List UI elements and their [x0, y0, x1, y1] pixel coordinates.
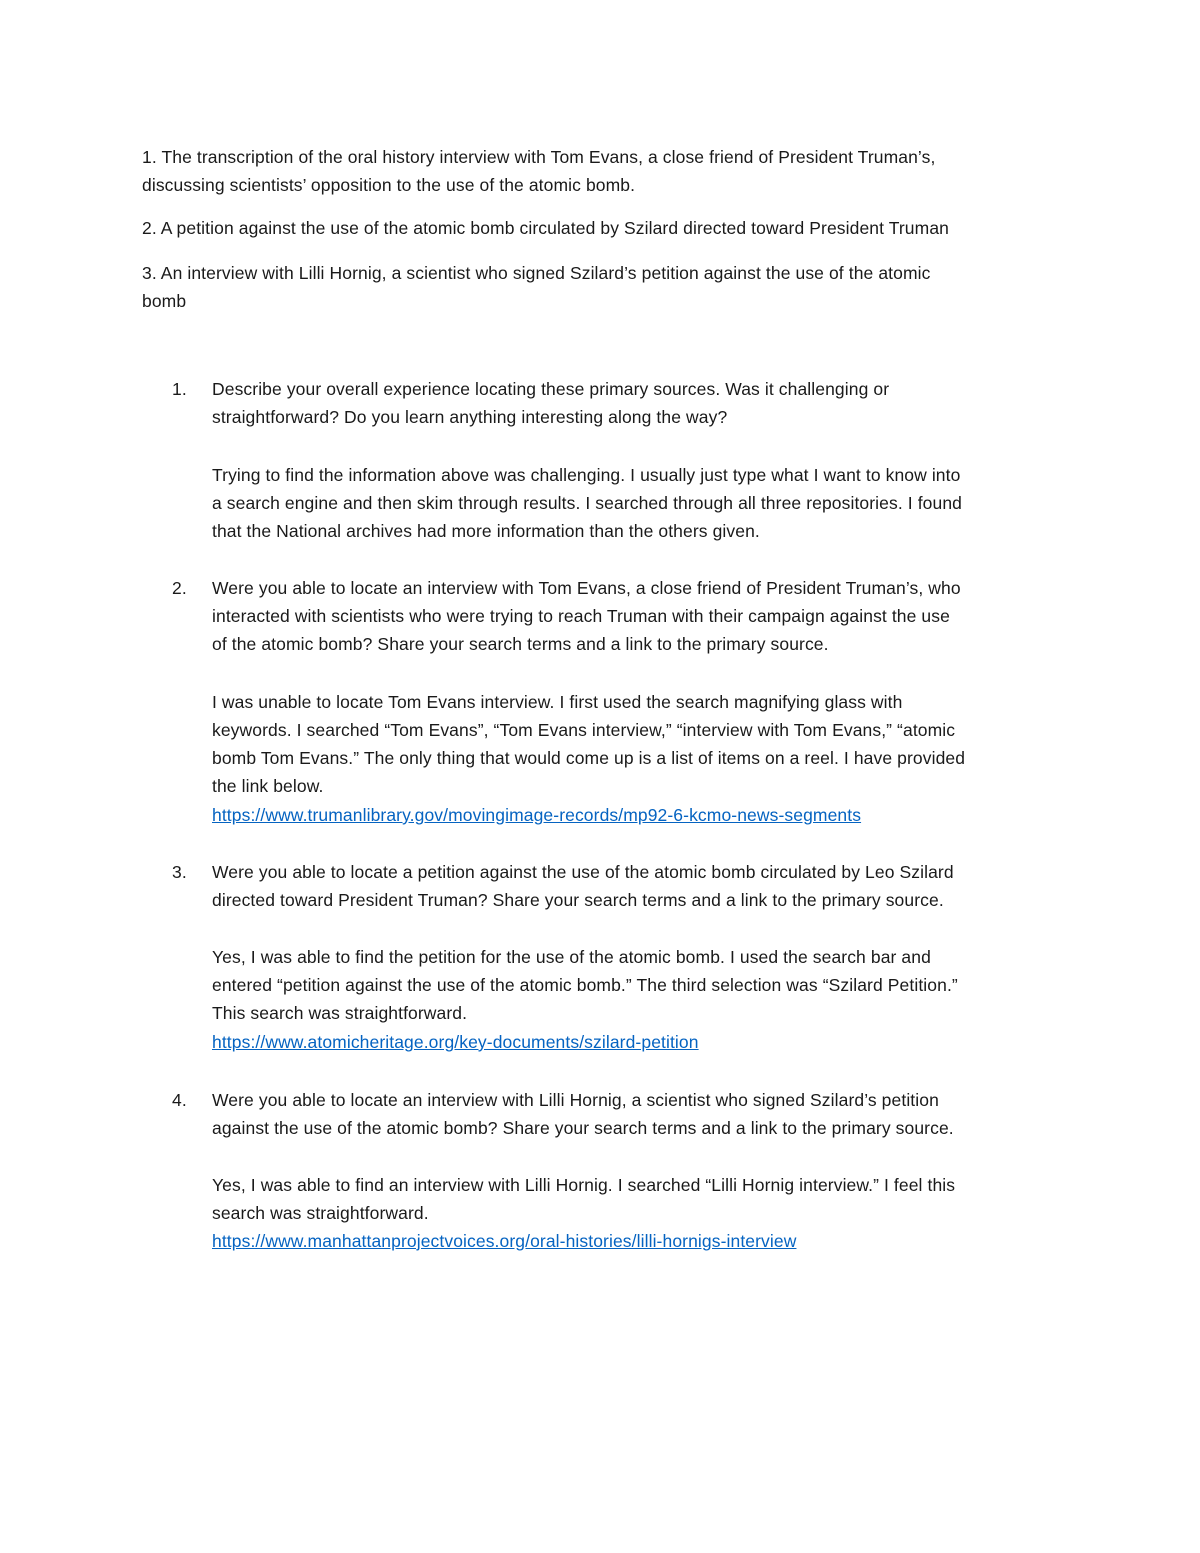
answer-3-line-2: entered “petition against the use of the atomic bomb.” The third selection was “Szilard Petition.” — [212, 975, 958, 995]
question-1-text-line-1: Describe your overall experience locating these primary sources. Was it challenging or — [212, 379, 890, 399]
answer-3-line-3: This search was straightforward. — [212, 1003, 468, 1023]
question-3-number: 3. — [172, 862, 187, 882]
answer-2-line-3: bomb Tom Evans.” The only thing that would come up is a list of items on a reel. I have provided — [212, 748, 966, 768]
question-1-number: 1. — [172, 379, 187, 399]
question-4-text-line-2: against the use of the atomic bomb? Share your search terms and a link to the primary source. — [212, 1118, 954, 1138]
question-3-text-line-2: directed toward President Truman? Share your search terms and a link to the primary source. — [212, 890, 944, 910]
answer-1-line-1: Trying to find the information above was challenging. I usually just type what I want to know into — [212, 465, 961, 485]
question-4-text-line-1: Were you able to locate an interview with Lilli Hornig, a scientist who signed Szilard’s petition — [212, 1090, 939, 1110]
answer-4-line-2: search was straightforward. — [212, 1203, 429, 1223]
answer-4-link[interactable]: https://www.manhattanprojectvoices.org/oral-histories/lilli-hornigs-interview — [212, 1231, 797, 1251]
question-3-text-line-1: Were you able to locate a petition against the use of the atomic bomb circulated by Leo Szilard — [212, 862, 954, 882]
question-2-text-line-2: interacted with scientists who were trying to reach Truman with their campaign against the use — [212, 606, 950, 626]
question-4-number: 4. — [172, 1090, 187, 1110]
intro-item-3-line-2: bomb — [142, 291, 187, 311]
answer-2-line-4: the link below. — [212, 776, 324, 796]
intro-item-1-line-1: 1. The transcription of the oral history interview with Tom Evans, a close friend of President Truman’s, — [142, 147, 936, 167]
intro-item-2: 2. A petition against the use of the atomic bomb circulated by Szilard directed toward President Truman — [142, 218, 949, 238]
question-2-number: 2. — [172, 578, 187, 598]
answer-3-link[interactable]: https://www.atomicheritage.org/key-documents/szilard-petition — [212, 1032, 699, 1052]
answer-1-line-3: that the National archives had more information than the others given. — [212, 521, 760, 541]
question-2-text-line-1: Were you able to locate an interview with Tom Evans, a close friend of President Truman’s, who — [212, 578, 961, 598]
answer-3-line-1: Yes, I was able to find the petition for the use of the atomic bomb. I used the search bar and — [212, 947, 931, 967]
answer-1-line-2: a search engine and then skim through results. I searched through all three repositories. I found — [212, 493, 962, 513]
answer-4-line-1: Yes, I was able to find an interview with Lilli Hornig. I searched “Lilli Hornig interview.” I feel this — [212, 1175, 956, 1195]
answer-2-line-2: keywords. I searched “Tom Evans”, “Tom Evans interview,” “interview with Tom Evans,” “atomic — [212, 720, 956, 740]
intro-item-3-line-1: 3. An interview with Lilli Hornig, a scientist who signed Szilard’s petition against the use of the atomic — [142, 263, 931, 283]
answer-2-line-1: I was unable to locate Tom Evans interview. I first used the search magnifying glass with — [212, 692, 903, 712]
question-1-text-line-2: straightforward? Do you learn anything interesting along the way? — [212, 407, 728, 427]
answer-2-link[interactable]: https://www.trumanlibrary.gov/movingimage-records/mp92-6-kcmo-news-segments — [212, 805, 862, 825]
intro-item-1-line-2: discussing scientists’ opposition to the use of the atomic bomb. — [142, 175, 636, 195]
question-2-text-line-3: of the atomic bomb? Share your search terms and a link to the primary source. — [212, 634, 829, 654]
